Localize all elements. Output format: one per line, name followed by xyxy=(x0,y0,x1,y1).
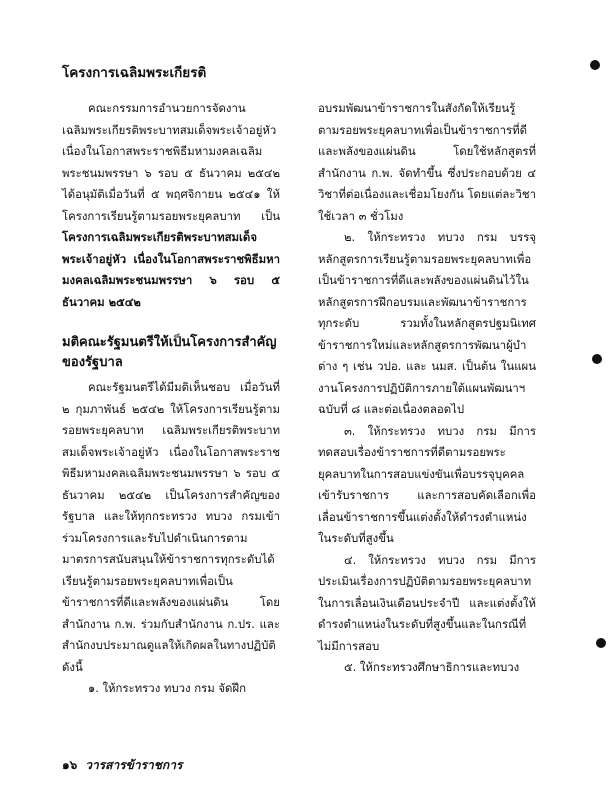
page-footer xyxy=(62,756,182,775)
cabinet-heading: มติคณะรัฐมนตรีให้เป็นโครงการสำคัญของรัฐบาล xyxy=(62,335,277,370)
intro-paragraph xyxy=(62,98,280,313)
cabinet-paragraph: คณะรัฐมนตรีได้มีมติเห็นชอบ เมื่อวันที่ ๒ กุมภาพันธ์ ๒๕๔๒ ให้โครงการเรียนรู้ตามรอยพระยุคลบาท เฉลิมพระเกียรติพระบาทสมเด็จพระเจ้าอยู่หัว เนื่องในโอกาสพระราชพิธีมหามงคลเฉลิมพระชนมพรรษา ๖ รอบ ๕ ธันวาคม ๒๕๔๒ เป็นโครงการสำคัญของรัฐบาล และให้ทุกกระทรวง ทบวง กรมเข้าร่วมโครงการและรับไปดำเนินการตามมาตรการสนับสนุนให้ข้าราชการทุกระดับได้เรียนรู้ตามรอยพระยุคลบาทเพื่อเป็นข้าราชการที่ดีและพลังของแผ่นดิน โดยสำนักงาน ก.พ. ร่วมกับสำนักงาน ก.ปร. และสำนักงบประมาณดูแลให้เกิดผลในทางปฏิบัติ ดังนี้ xyxy=(62,380,280,674)
right-column xyxy=(318,98,536,679)
section-title: โครงการเฉลิมพระเกียรติ xyxy=(62,65,207,81)
binder-hole-middle xyxy=(592,354,602,364)
intro-paragraph-text: คณะกรรมการอำนวยการจัดงานเฉลิมพระเกียรติพระบาทสมเด็จพระเจ้าอยู่หัว เนื่องในโอกาสพระราชพิธีมหามงคลเฉลิมพระชนมพรรษา ๖ รอบ ๕ ธันวาคม ๒๕๔๒ ได้อนุมัติเมื่อวันที่ ๕ พฤศจิกายน ๒๕๔๑ ให้โครงการเรียนรู้ตามรอยพระยุคลบาท เป็น xyxy=(62,101,280,223)
item-3: ๓. ให้กระทรวง ทบวง กรม มีการทดสอบเรื่องข้าราชการที่ดีตามรอยพระยุคลบาทในการสอบแข่งขันเพื่อบรรจุบุคคลเข้ารับราชการ และการสอบคัดเลือกเพื่อเลื่อนข้าราชการขึ้นแต่งตั้งให้ดำรงตำแหน่งในระดับที่สูงขึ้น xyxy=(318,423,536,545)
binder-hole-bottom xyxy=(596,638,606,648)
item-2: ๒. ให้กระทรวง ทบวง กรม บรรจุหลักสูตรการเรียนรู้ตามรอยพระยุคลบาทเพื่อเป็นข้าราชการที่ดีและพลังของแผ่นดินไว้ในหลักสูตรการฝึกอบรมและพัฒนาข้าราชการทุกระดับ รวมทั้งในหลักสูตรปฐมนิเทศข้าราชการใหม่และหลักสูตรการพัฒนาผู้บำต่าง ๆ เช่น วปอ. และ นมส. เป็นต้น ในแผนงานโครงการปฏิบัติการภายใต้แผนพัฒนาฯ ฉบับที่ ๘ และต่อเนื่องตลอดไป xyxy=(318,230,536,416)
binder-hole-top xyxy=(590,60,600,70)
item-5-start: ๕. ให้กระทรวงศึกษาธิการและทบวง xyxy=(344,660,520,674)
item-1-start: ๑. ให้กระทรวง ทบวง กรม จัดฝึก xyxy=(88,681,246,695)
magazine-name: วารสารข้าราชการ xyxy=(85,758,183,772)
intro-paragraph-bold: โครงการเฉลิมพระเกียรติพระบาทสมเด็จพระเจ้าอยู่หัว เนื่องในโอกาสพระราชพิธีมหามงคลเฉลิมพระชนมพรรษา ๖ รอบ ๕ ธันวาคม ๒๕๔๒ xyxy=(62,230,280,309)
item-4: ๔. ให้กระทรวง ทบวง กรม มีการประเมินเรื่องการปฏิบัติตามรอยพระยุคลบาทในการเลื่อนเงินเดือนประจำปี และแต่งตั้งให้ดำรงตำแหน่งในระดับที่สูงขึ้นและในกรณีที่ไม่มีการสอบ xyxy=(318,552,536,653)
item-1-continued: อบรมพัฒนาข้าราชการในสังกัดให้เรียนรู้ตามรอยพระยุคลบาทเพื่อเป็นข้าราชการที่ดีและพลังของแผ่นดิน โดยใช้หลักสูตรที่สำนักงาน ก.พ. จัดทำขึ้น ซึ่งประกอบด้วย ๔ วิชาที่ต่อเนื่องและเชื่อมโยงกัน โดยแต่ละวิชาใช้เวลา ๓ ชั่วโมง xyxy=(318,101,536,223)
left-column xyxy=(62,98,280,700)
page-number: ๑๖ xyxy=(62,758,78,772)
